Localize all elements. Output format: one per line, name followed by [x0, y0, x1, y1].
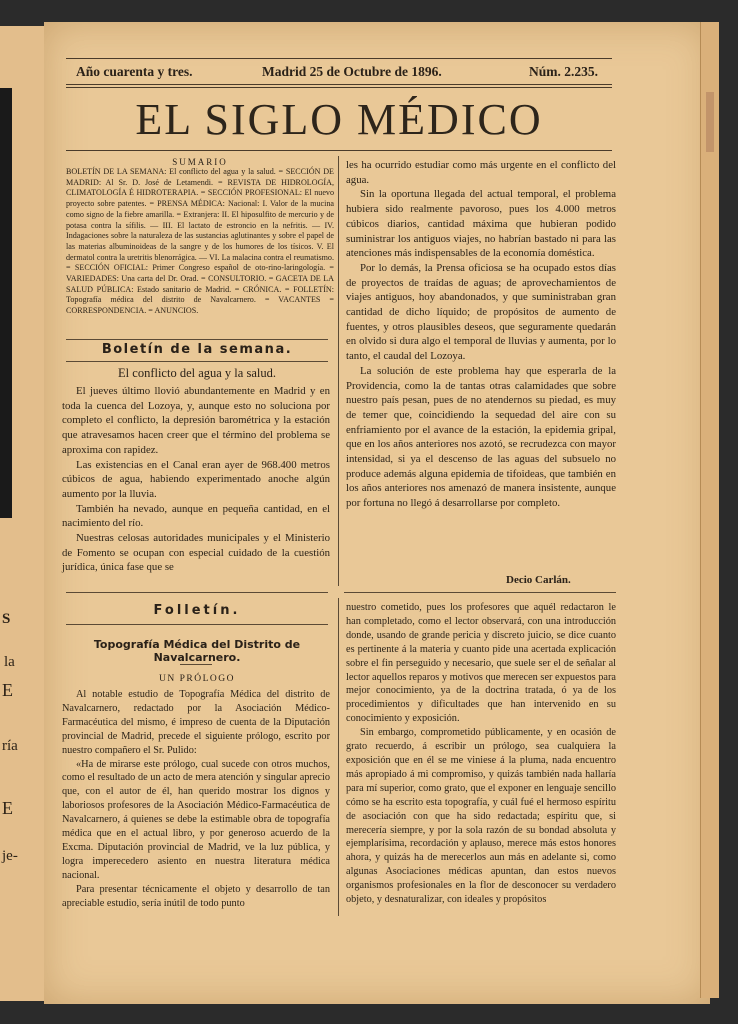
paragraph: «Ha de mirarse este prólogo, cual sucede con otros muchos, como el resultado de un acto de mera atención y singular aprecio que, con el autor de él, han querido mostrar los dignos y laboriosos profesores de la Asociación Médico-Farmacéutica de Navalcarnero, á quienes se debe la estimable obra de topografía médica que en el actual libro, y por generoso acuerdo de la Excma. Diputación provincial de Madrid, ve la luz pública, y logra imperecedero asiento en nuestra literatura médica nacional.	[62, 758, 330, 881]
header-rule	[66, 84, 612, 85]
sumario-text: BOLETÍN DE LA SEMANA: El conflicto del agua y la salud. = SECCIÓN DE MADRID: Al Sr. D. José de Letamendi. = REVISTA DE HIDROLOGÍA, CLIMATOLOGÍA É HIDROTERAPIA. = SECCIÓN PROFESIONAL: El nuevo proyecto sobre patentes. = PRENSA MÉDICA: Nacional: I. Valor de la mucina como signo de la fiebre amarilla. = Extranjera: II. El hiposulfito de mercurio y de potasa contra la sífilis. — III. El lactato de estroncio en la nefritis. — IV. Indagaciones sobre la naturaleza de las sustancias aglutinantes y sobre el papel de las materias albuminoideas de la sangre y de los humores de los tísicos. V. El dermatol contra la uretritis blenorrágica. — VI. La malacina contra el reumatismo. = SECCIÓN OFICIAL: Primer Congreso español de oto-rino-laringología. = VARIEDADES: Una carta del Dr. Orad. = CONSULTORIO. = GACETA DE LA SALUD PÚBLICA: Estado sanitario de Madrid. = CRÓNICA. = FOLLETÍN: Topografía médica del distrito de Navalcarnero. = VACANTES = CORRESPONDENCIA. = ANUNCIOS.	[66, 167, 334, 316]
paragraph: Sin la oportuna llegada del actual temporal, el problema hubiera sido realmente pavoroso, pues los 4.000 metros cúbicos diarios, cantidad máxima que hubieran podido suministrar los antiguos viajes, no habrían bastado ni para las atenciones más indispensables de la economía doméstica.	[346, 188, 616, 260]
paragraph: les ha ocurrido estudiar como más urgente en el conflicto del agua.	[346, 159, 616, 186]
signature: Decio Carlán.	[506, 574, 571, 586]
edge-label	[706, 92, 714, 152]
paragraph: El jueves último llovió abundantemente en Madrid y en toda la cuenca del Lozoya, y, aunque esto no soluciona por completo el conflicto, la depresión barométrica y la estación que atravesamos hacen creer que el término del problema se aproxima con rapidez.	[62, 385, 330, 456]
rule	[66, 339, 328, 340]
sumario-heading: SUMARIO	[172, 157, 228, 167]
fragment: E	[2, 798, 13, 818]
issue-number: Núm. 2.235.	[529, 64, 599, 79]
paragraph: También ha nevado, aunque en pequeña cantidad, en el nacimiento del río.	[62, 502, 330, 530]
paragraph: nuestro cometido, pues los profesores que aquél redactaron le han completado, como el lector observará, con una introducción donde, usando de grande pericia y discreto juicio, se dice cuanto es pertinente á la materia y cuanto pide una acertada explicación sobre el fin perseguido y necesario, que suele ser el de señalar al lector aquellos reparos y motivos que merecen ser expuestos para mejor conocimiento, ya de la doctrina tratada, ó ya de los procedimientos y dificultades que han intervenido en su conocimiento y exposición.	[346, 602, 616, 725]
header-top-rule	[66, 58, 612, 59]
folletin-heading: Folletín.	[153, 603, 241, 618]
paragraph: La solución de este problema hay que esperarla de la Providencia, como la de tantas otras calamidades que sobre nuestro país pesan, pues de no atendernos su piedad, es muy de temer que, coincidiendo la sequedad del aire con su enfriamiento por el avance de la estación, la epidemia gripal, que en los años anteriores nos azotó, se recrudezca con mayor intensidad, si ya el descenso de las aguas del subsuelo no produce además alguna epidemia de tifoideas, que también en los años anteriores nos amenazó de manera insistente, aunque por fortuna no llegó á desarrollarse por completo.	[346, 364, 616, 510]
masthead-rule	[66, 150, 612, 151]
previous-page-edge	[0, 26, 46, 1001]
fragment: je-	[2, 848, 18, 864]
column-divider-folletin	[338, 598, 339, 916]
boletin-heading: Boletín de la semana.	[101, 342, 293, 357]
rule	[66, 592, 328, 593]
folletin-left-column	[62, 688, 330, 911]
sumario	[66, 167, 334, 317]
paragraph: Sin embargo, comprometido públicamente, y en ocasión de grato recuerdo, á escribir un prólogo, sea cualquiera la exposición que en él se me viniese á la pluma, nada encuentro más apropiado á mi compromiso, y quizás también nada hallaría para mí superior, como grato, que el exponer en lenguaje sencillo cómo se ha escrito esta topografía, y cuál fué el hermoso espíritu de asociación con que ha sido redactada; espíritu que, si merecería siempre, y por la sola razón de su bondad absoluta y ejemplarísima, recordación y aplauso, merece más estos honores ahora, y quizás ha de merecerlos aun más en adelante si, como algunas Asociaciones médicas apuntan, dan estos nuevos organismos profesionales en la flor de desconocer su verdadero objeto, y desnaturalizar, con ideales y propósitos	[346, 727, 616, 906]
prologo-heading: UN PRÓLOGO	[159, 674, 235, 684]
paragraph: Al notable estudio de Topografía Médica del distrito de Navalcarnero, redactado por la Asociación Médico-Farmacéutica del mismo, é impreso de cuenta de la Diputación provincial de Madrid, precede el siguiente prólogo, escrito por nuestro compañero el Sr. Pulido:	[62, 689, 330, 756]
fragment: la	[4, 654, 15, 670]
fragment: S	[2, 611, 11, 627]
folletin-subtitle: Topografía Médica del Distrito de Navalcarnero.	[93, 638, 301, 664]
paragraph: Las existencias en el Canal eran ayer de 968.400 metros cúbicos de agua, habiendo experimentado anoche algún aumento por la lluvia.	[62, 458, 330, 500]
fragment: ría	[2, 738, 18, 754]
boletin-subtitle: El conflicto del agua y la salud.	[118, 366, 276, 380]
header-rule-double	[66, 87, 612, 88]
page-edge	[700, 22, 719, 998]
fragment: E	[2, 680, 13, 700]
boletin-right-column	[346, 158, 616, 511]
paragraph: Por lo demás, la Prensa oficiosa se ha ocupado estos días de proyectos de traídas de aguas; de aprovechamientos de viajes antiguos, hoy abandonados, y que suministraban gran cantidad de dicho líquido; de propósitos de aumento de fuentes, y otros plausibles deseos, que seguramente quedarán en olvido si dura algo el temporal de lluvias y aumenta, por lo tanto, el caudal del Lozoya.	[346, 261, 616, 363]
issue-year: Año cuarenta y tres.	[76, 64, 193, 79]
folletin-right-column	[346, 601, 616, 907]
paragraph: Nuestras celosas autoridades municipales y el Ministerio de Fomento se ocupan con especial cuidado de la cuestión jurídica, única fase que se	[62, 532, 330, 574]
masthead-title: EL SIGLO MÉDICO	[135, 95, 543, 144]
rule	[344, 592, 616, 593]
paragraph: Para presentar técnicamente el objeto y desarrollo de tan apreciable estudio, sería inútil de todo punto	[62, 883, 330, 909]
rule	[66, 361, 328, 362]
rule	[66, 624, 328, 625]
short-rule	[180, 664, 212, 665]
previous-page-black-bar	[0, 88, 12, 518]
column-divider	[338, 156, 339, 586]
boletin-left-column	[62, 384, 330, 575]
issue-date: Madrid 25 de Octubre de 1896.	[262, 64, 442, 79]
